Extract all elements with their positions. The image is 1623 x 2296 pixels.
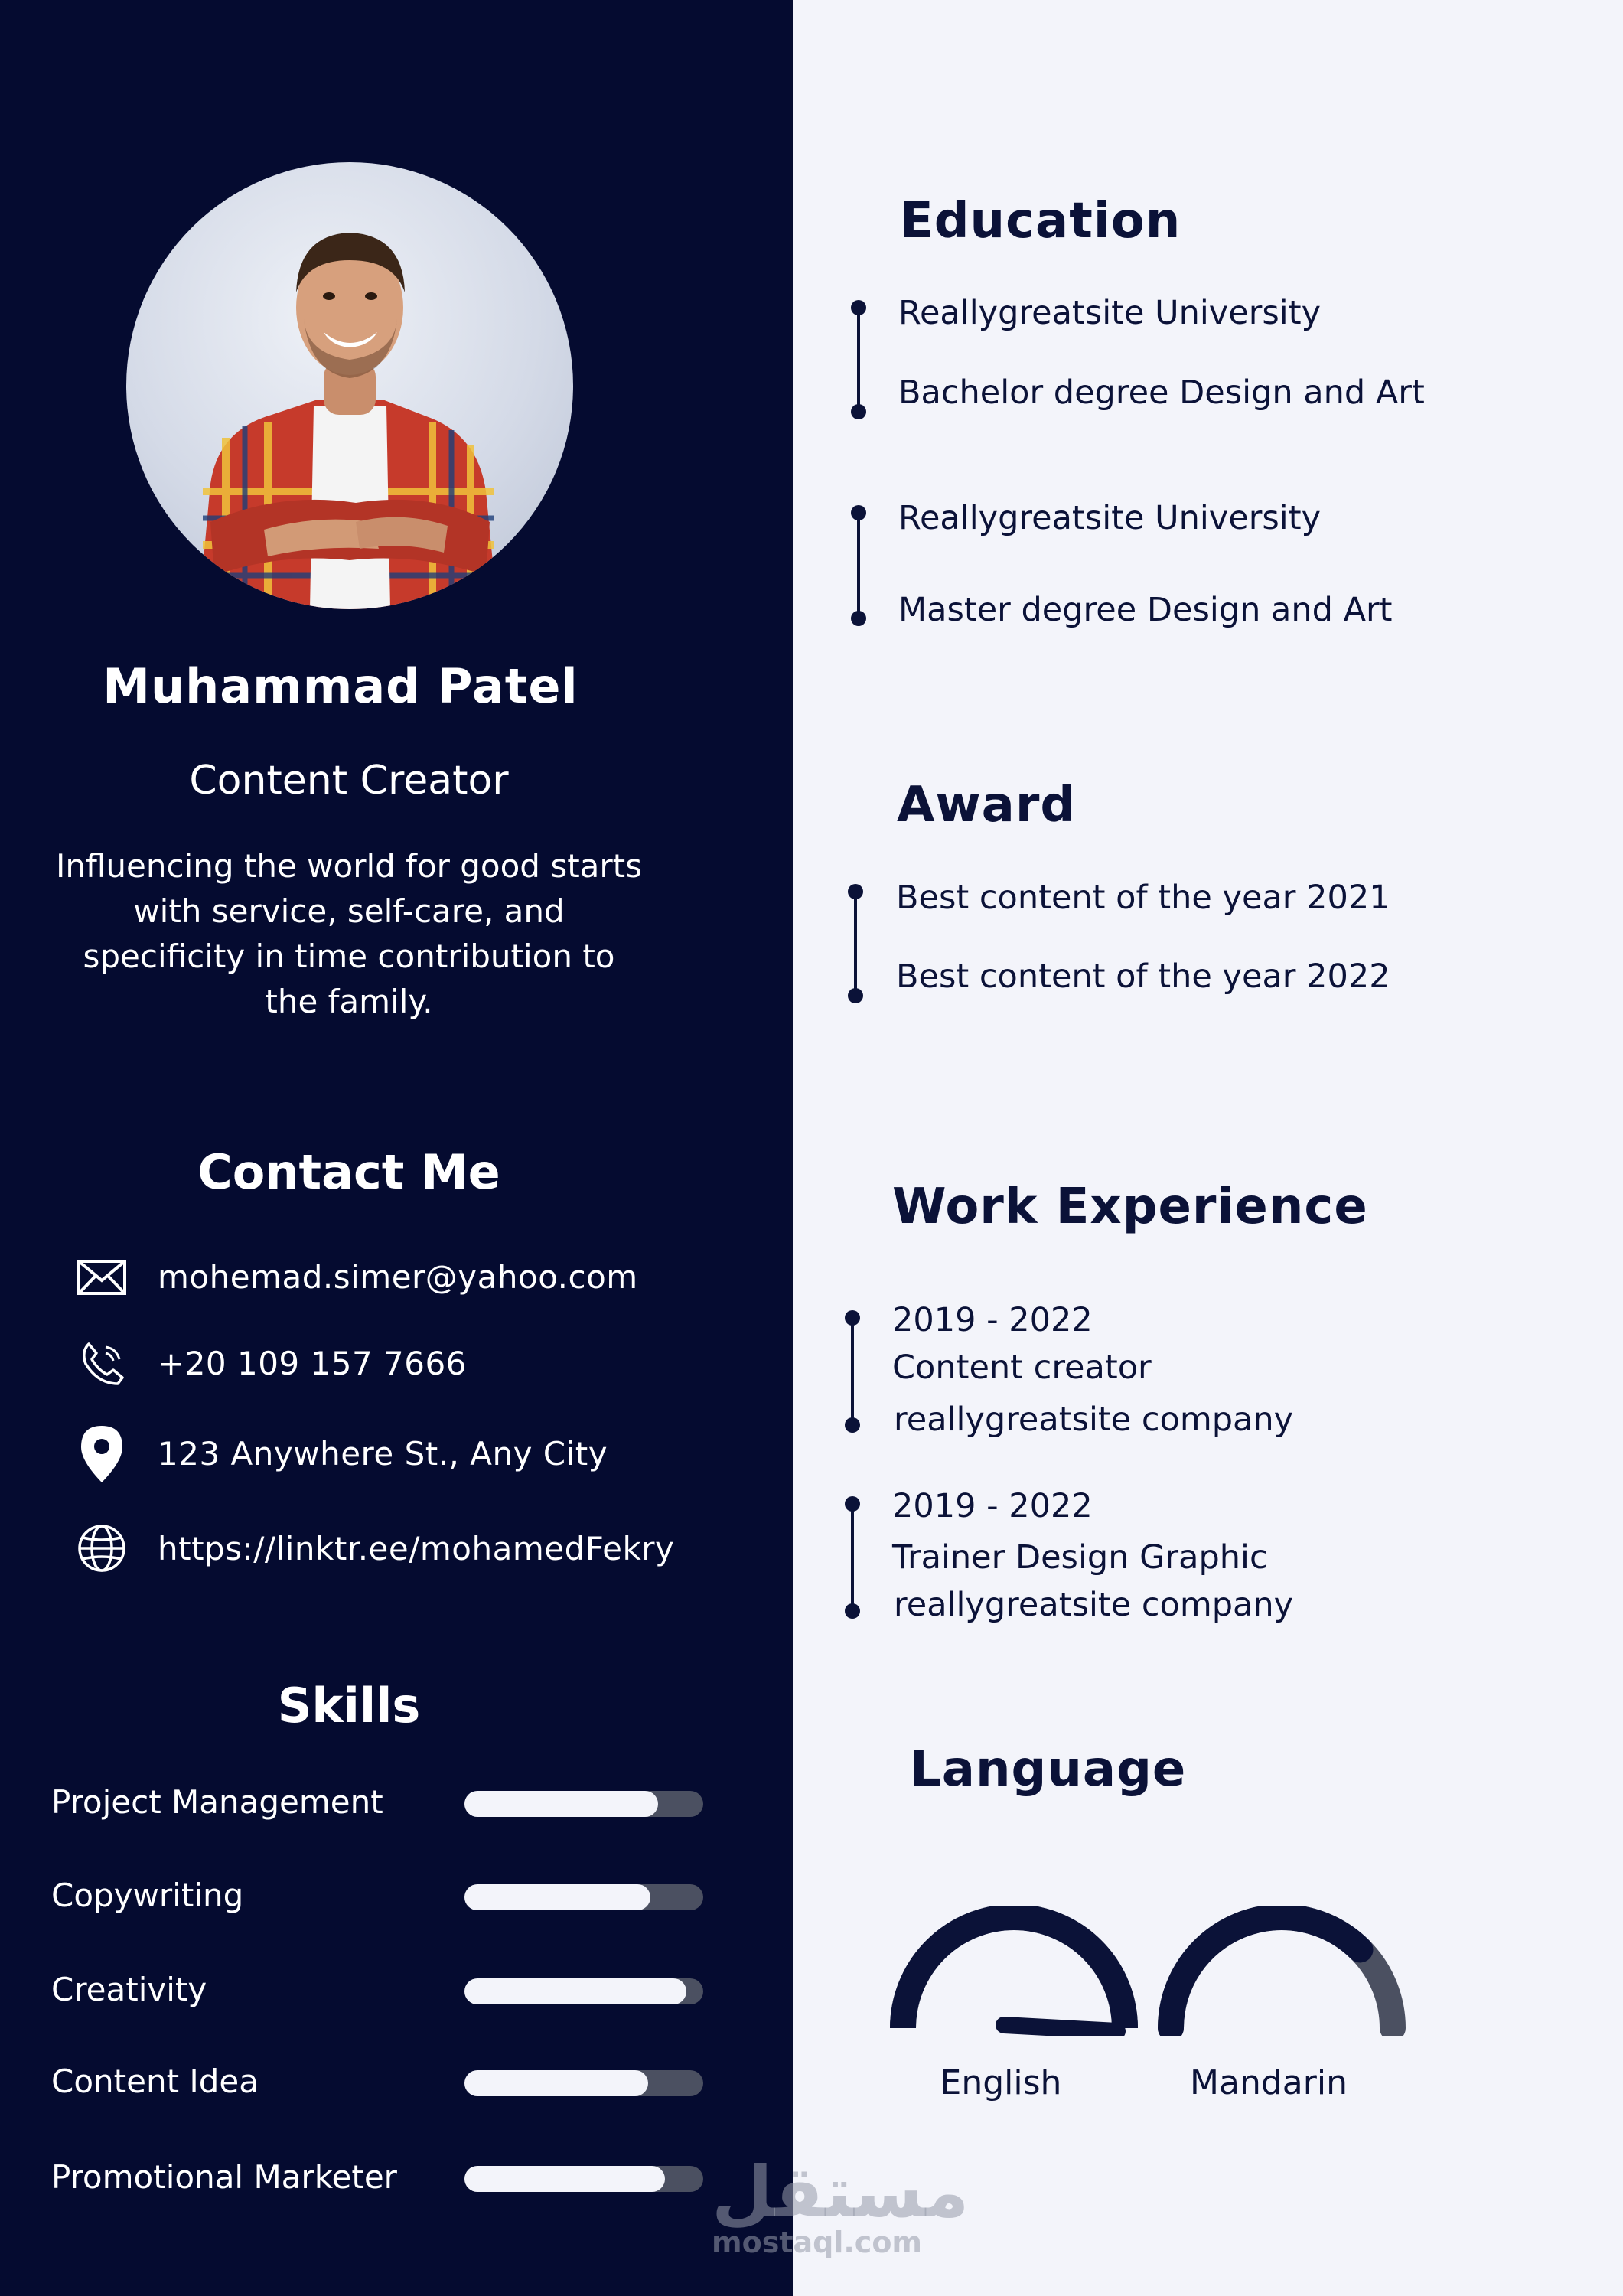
education-timeline-1 <box>851 300 866 422</box>
skill-item <box>51 2060 663 2105</box>
skill-label: Promotional Marketer <box>51 2158 397 2196</box>
watermark-arabic: مستقل <box>712 2151 970 2233</box>
phone-icon <box>73 1334 131 1392</box>
skill-bar-fill <box>464 1791 658 1817</box>
award-2: Best content of the year 2022 <box>896 957 1390 996</box>
education-2-degree: Master degree Design and Art <box>898 591 1393 629</box>
education-title: Education <box>900 193 1181 249</box>
education-1-degree: Bachelor degree Design and Art <box>898 373 1425 412</box>
skill-item <box>51 2155 663 2201</box>
watermark-latin: mostaql.com <box>712 2226 923 2259</box>
contact-title: Contact Me <box>197 1144 500 1200</box>
watermark-logo <box>712 2151 970 2259</box>
skill-item <box>51 1968 663 2014</box>
skill-item <box>51 1780 663 1826</box>
skill-bar <box>464 2070 703 2096</box>
skill-label: Project Management <box>51 1783 383 1821</box>
profile-role: Content Creator <box>189 758 509 804</box>
award-1: Best content of the year 2021 <box>896 879 1390 917</box>
skill-bar <box>464 1791 703 1817</box>
location-pin-icon <box>73 1424 131 1482</box>
contact-website-text: https://linktr.ee/mohamedFekry <box>158 1529 675 1567</box>
profile-photo <box>126 162 573 609</box>
work-2-position: Trainer Design Graphic <box>892 1538 1268 1577</box>
contact-phone-text: +20 109 157 7666 <box>158 1344 467 1382</box>
profile-bio: Influencing the world for good starts with service, self-care, and specificity in time contribution to the family. <box>55 847 643 1020</box>
education-2-school: Reallygreatsite University <box>898 499 1322 537</box>
contact-address-text: 123 Anywhere St., Any City <box>158 1434 608 1473</box>
work-1-years: 2019 - 2022 <box>892 1301 1093 1339</box>
award-title: Award <box>897 777 1077 833</box>
skill-item <box>51 1874 663 1919</box>
work-title: Work Experience <box>892 1179 1368 1235</box>
work-1-company: reallygreatsite company <box>894 1401 1294 1439</box>
gauge-english <box>888 1906 1140 2036</box>
globe-icon <box>73 1519 131 1577</box>
work-timeline-1 <box>845 1310 860 1433</box>
language-title: Language <box>910 1741 1187 1798</box>
education-1-school: Reallygreatsite University <box>898 294 1322 332</box>
skill-label: Creativity <box>51 1971 207 2008</box>
work-1-position: Content creator <box>892 1349 1152 1387</box>
work-timeline-2 <box>845 1496 860 1619</box>
skill-bar-fill <box>464 2070 648 2096</box>
skill-bar-fill <box>464 1978 686 2004</box>
skill-bar <box>464 2166 703 2192</box>
skill-label: Copywriting <box>51 1877 244 1914</box>
contact-email-text: mohemad.simer@yahoo.com <box>158 1257 638 1296</box>
skill-bar-fill <box>464 2166 665 2192</box>
mail-icon <box>73 1247 131 1306</box>
contact-email[interactable] <box>73 1246 638 1307</box>
contact-phone[interactable] <box>73 1332 467 1394</box>
award-timeline <box>848 884 863 1006</box>
skill-bar-fill <box>464 1884 650 1910</box>
profile-name: Muhammad Patel <box>103 658 578 714</box>
person-illustration <box>126 162 573 609</box>
work-2-years: 2019 - 2022 <box>892 1487 1093 1525</box>
contact-website[interactable] <box>73 1518 674 1579</box>
language-english-label: English <box>940 2063 1062 2102</box>
language-mandarin-label: Mandarin <box>1190 2063 1348 2102</box>
work-2-company: reallygreatsite company <box>894 1586 1294 1624</box>
gauge-mandarin <box>1155 1906 1408 2036</box>
skills-title: Skills <box>277 1678 421 1733</box>
skill-bar <box>464 1978 703 2004</box>
contact-address[interactable] <box>73 1423 608 1484</box>
education-timeline-2 <box>851 505 866 628</box>
skill-bar <box>464 1884 703 1910</box>
skill-label: Content Idea <box>51 2063 259 2100</box>
left-sidebar <box>0 0 793 2296</box>
